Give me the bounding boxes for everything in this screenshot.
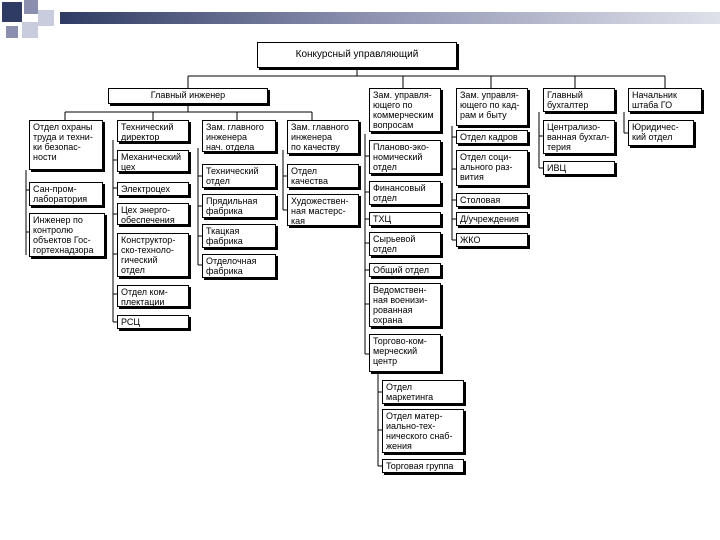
social-development-dept-box: Отдел соци- ального раз- вития [456, 150, 528, 186]
rsc-box: РСЦ [117, 315, 189, 329]
central-accounting-box: Централизо- ванная бухгал- терия [543, 120, 615, 154]
deputy-chief-engineer-box: Зам. главного инженера нач. отдела [202, 120, 276, 152]
labor-safety-box: Отдел охраны труда и техни- ки безопас- ности [29, 120, 103, 170]
childcare-box: Д/учреждения [456, 212, 528, 226]
trade-commercial-center-box: Торгово-ком- мерческий центр [369, 334, 441, 372]
legal-dept-box: Юридичес- кий отдел [628, 120, 694, 146]
ivc-box: ИВЦ [543, 161, 615, 175]
mechanical-shop-box: Механический цех [117, 150, 189, 172]
weaving-factory-box: Ткацкая фабрика [202, 224, 276, 248]
planning-economic-dept-box: Планово-эко- номический отдел [369, 140, 441, 174]
trade-group-box: Торговая группа [382, 459, 464, 473]
civil-defense-chief-box: Начальник штаба ГО [628, 88, 702, 112]
gosgortekhnadzor-engineer-box: Инженер по контролю объектов Гос- гортехнадзора [29, 213, 105, 257]
spinning-factory-box: Прядильная фабрика [202, 194, 276, 218]
top-manager-box: Конкурсный управляющий [257, 42, 457, 68]
energy-supply-shop-box: Цех энерго- обеспечения [117, 203, 189, 225]
general-dept-box: Общий отдел [369, 263, 441, 277]
canteen-box: Столовая [456, 193, 528, 207]
technical-director-box: Технический директор [117, 120, 189, 142]
chief-accountant-box: Главный бухгалтер [543, 88, 615, 112]
design-tech-dept-box: Конструктор- ско-техноло- гический отдел [117, 233, 189, 277]
supply-dept-box: Отдел ком- плектации [117, 285, 189, 307]
chief-engineer-box: Главный инженер [108, 88, 268, 104]
deputy-quality-box: Зам. главного инженера по качеству [287, 120, 359, 154]
technical-dept-box: Технический отдел [202, 164, 276, 188]
housing-utilities-box: ЖКО [456, 233, 528, 247]
security-guard-box: Ведомствен- ная военизи- рованная охрана [369, 283, 441, 327]
art-workshop-box: Художествен- ная мастерс- кая [287, 194, 359, 226]
electrical-shop-box: Электроцех [117, 182, 189, 196]
deputy-hr-box: Зам. управля- ющего по кад- рам и быту [456, 88, 528, 126]
sanitary-lab-box: Сан-пром- лаборатория [29, 182, 103, 206]
tkhc-box: ТХЦ [369, 212, 441, 226]
raw-materials-dept-box: Сырьевой отдел [369, 232, 441, 256]
deputy-commercial-box: Зам. управля- ющего по коммерческим вопросам [369, 88, 441, 132]
logistics-supply-dept-box: Отдел матер- иально-тех- нического снаб- жения [382, 409, 464, 453]
finance-dept-box: Финансовый отдел [369, 181, 441, 205]
marketing-dept-box: Отдел маркетинга [382, 380, 464, 404]
quality-dept-box: Отдел качества [287, 164, 359, 188]
finishing-factory-box: Отделочная фабрика [202, 254, 276, 278]
hr-dept-box: Отдел кадров [456, 130, 528, 144]
